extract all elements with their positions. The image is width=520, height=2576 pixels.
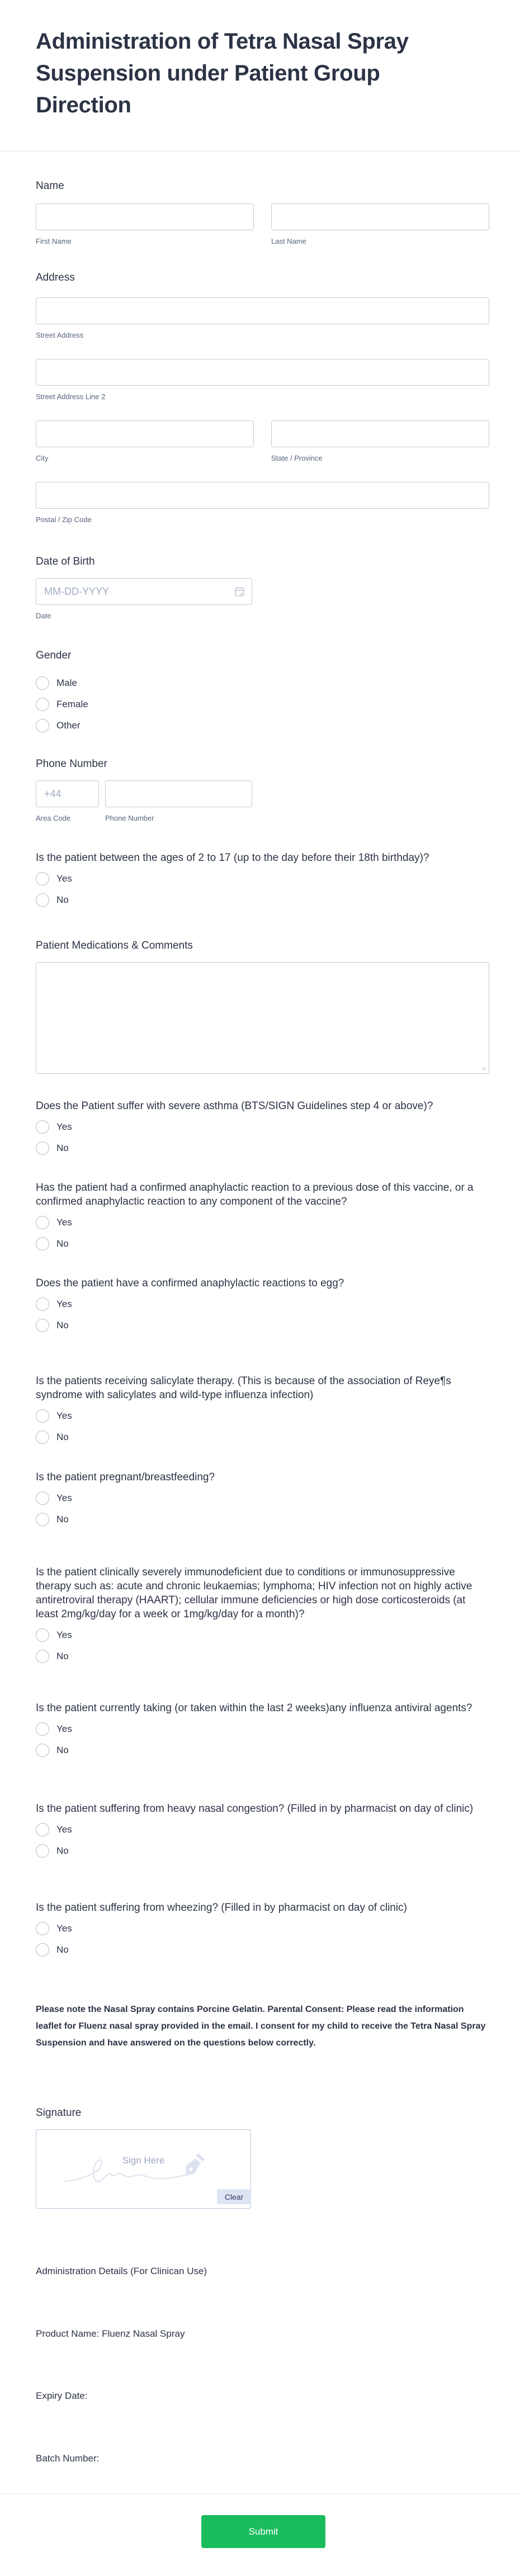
gender-option-other[interactable]: Other bbox=[36, 715, 88, 736]
radio-button[interactable] bbox=[36, 1513, 49, 1526]
radio-button[interactable] bbox=[36, 1744, 49, 1757]
question-immunodeficient: Is the patient clinically severely immunodeficient due to conditions or immunosuppressive therapy such as: acute and chronic leukaemias; lymphoma; HIV infection not on highly active antiretroviral therapy (HAART); cellular immune deficiencies or high dose corticosteroids (at least 2mg/kg/day for a week or 1mg/kg/day for a month)? Yes No bbox=[36, 1565, 489, 1667]
radio-button[interactable] bbox=[36, 1722, 49, 1736]
radio-button[interactable] bbox=[36, 676, 49, 690]
date-of-birth-input[interactable] bbox=[36, 578, 252, 605]
area-code-sublabel: Area Code bbox=[36, 814, 71, 822]
option-yes[interactable]: Yes bbox=[36, 1488, 489, 1509]
form-header bbox=[0, 0, 520, 151]
question-salicylate-therapy: Is the patients receiving salicylate therapy. (This is because of the association of Reye¶s syndrome with salicylates and wild-type influenza infection) Yes No bbox=[36, 1374, 489, 1448]
radio-button[interactable] bbox=[36, 1431, 49, 1444]
state-province-sublabel: State / Province bbox=[271, 454, 323, 462]
radio-button[interactable] bbox=[36, 1142, 49, 1155]
gender-field bbox=[36, 648, 88, 736]
resize-grip-icon[interactable] bbox=[481, 1066, 486, 1071]
option-no[interactable]: No bbox=[36, 1509, 489, 1530]
radio-button[interactable] bbox=[36, 1120, 49, 1134]
option-no[interactable]: No bbox=[36, 1315, 489, 1336]
option-yes[interactable]: Yes bbox=[36, 1116, 489, 1138]
medications-label: Patient Medications & Comments bbox=[36, 940, 193, 951]
option-no[interactable]: No bbox=[36, 1939, 489, 1961]
phone-number-field bbox=[36, 757, 252, 823]
question-pregnant-breastfeeding: Is the patient pregnant/breastfeeding? Yes No bbox=[36, 1470, 489, 1530]
question-antiviral-agents: Is the patient currently taking (or taken within the last 2 weeks)any influenza antiviral agents? Yes No bbox=[36, 1701, 489, 1761]
option-yes[interactable]: Yes bbox=[36, 1918, 489, 1939]
radio-button[interactable] bbox=[36, 1823, 49, 1836]
dob-sublabel: Date bbox=[36, 612, 51, 620]
radio-button[interactable] bbox=[36, 1943, 49, 1957]
option-yes[interactable]: Yes bbox=[36, 1625, 489, 1646]
signature-label: Signature bbox=[36, 2107, 82, 2119]
city-sublabel: City bbox=[36, 454, 49, 462]
postal-code-input[interactable] bbox=[36, 482, 489, 509]
clear-signature-button[interactable]: Clear bbox=[217, 2189, 251, 2204]
address-field bbox=[36, 271, 489, 524]
option-no[interactable]: No bbox=[36, 889, 489, 911]
radio-button[interactable] bbox=[36, 1298, 49, 1311]
radio-button[interactable] bbox=[36, 1650, 49, 1663]
submit-button[interactable]: Submit bbox=[201, 2515, 325, 2548]
first-name-sublabel: First Name bbox=[36, 237, 72, 245]
street-address-input[interactable] bbox=[36, 297, 489, 324]
street-address-line2-sublabel: Street Address Line 2 bbox=[36, 392, 106, 401]
question-anaphylactic-vaccine: Has the patient had a confirmed anaphylactic reaction to a previous dose of this vaccine, or a confirmed anaphylactic reaction to any component of the vaccine? Yes No bbox=[36, 1181, 489, 1254]
question-egg-anaphylaxis: Does the patient have a confirmed anaphylactic reactions to egg? Yes No bbox=[36, 1276, 489, 1336]
phone-number-input[interactable] bbox=[105, 780, 252, 807]
admin-details-heading: Administration Details (For Clinican Use) bbox=[36, 2266, 207, 2276]
last-name-sublabel: Last Name bbox=[271, 237, 306, 245]
question-severe-asthma: Does the Patient suffer with severe asthma (BTS/SIGN Guidelines step 4 or above)? Yes No bbox=[36, 1099, 489, 1159]
radio-button[interactable] bbox=[36, 1628, 49, 1642]
gender-label: Gender bbox=[36, 650, 72, 661]
question-age-range: Is the patient between the ages of 2 to 17 (up to the day before their 18th birthday)? Yes No bbox=[36, 851, 489, 911]
radio-button[interactable] bbox=[36, 1237, 49, 1251]
option-yes[interactable]: Yes bbox=[36, 1212, 489, 1233]
first-name-input[interactable] bbox=[36, 203, 254, 230]
radio-button[interactable] bbox=[36, 698, 49, 711]
radio-button[interactable] bbox=[36, 1922, 49, 1935]
name-field bbox=[36, 179, 489, 246]
option-yes[interactable]: Yes bbox=[36, 868, 489, 889]
radio-button[interactable] bbox=[36, 1409, 49, 1423]
question-nasal-congestion: Is the patient suffering from heavy nasal congestion? (Filled in by pharmacist on day of clinic) Yes No bbox=[36, 1802, 489, 1862]
date-of-birth-field bbox=[36, 555, 252, 621]
medications-textarea[interactable] bbox=[36, 962, 489, 1074]
radio-button[interactable] bbox=[36, 1216, 49, 1229]
option-no[interactable]: No bbox=[36, 1138, 489, 1159]
page-title: Administration of Tetra Nasal Spray Suspension under Patient Group Direction bbox=[36, 29, 409, 117]
address-label: Address bbox=[36, 272, 75, 283]
radio-button[interactable] bbox=[36, 1491, 49, 1505]
street-address-sublabel: Street Address bbox=[36, 331, 84, 339]
phone-label: Phone Number bbox=[36, 758, 107, 770]
consent-text: Please note the Nasal Spray contains Porcine Gelatin. Parental Consent: Please read the information leaflet for Fluenz nasal spray provided in the email. I consent for my child to receive the Tetra Nasal Spray Suspension and have answered on the questions below correctly. bbox=[36, 2005, 486, 2048]
option-yes[interactable]: Yes bbox=[36, 1819, 489, 1840]
radio-button[interactable] bbox=[36, 1844, 49, 1858]
option-no[interactable]: No bbox=[36, 1840, 489, 1862]
option-no[interactable]: No bbox=[36, 1233, 489, 1254]
product-name-text: Product Name: Fluenz Nasal Spray bbox=[36, 2328, 185, 2339]
batch-number-text: Batch Number: bbox=[36, 2453, 100, 2464]
postal-code-sublabel: Postal / Zip Code bbox=[36, 515, 92, 524]
option-no[interactable]: No bbox=[36, 1427, 489, 1448]
gender-option-male[interactable]: Male bbox=[36, 673, 88, 694]
dob-label: Date of Birth bbox=[36, 556, 95, 567]
option-yes[interactable]: Yes bbox=[36, 1405, 489, 1427]
radio-button[interactable] bbox=[36, 1319, 49, 1332]
radio-button[interactable] bbox=[36, 893, 49, 907]
option-no[interactable]: No bbox=[36, 1740, 489, 1761]
last-name-input[interactable] bbox=[271, 203, 489, 230]
gender-option-female[interactable]: Female bbox=[36, 694, 88, 715]
radio-button[interactable] bbox=[36, 719, 49, 732]
question-wheezing: Is the patient suffering from wheezing? (Filled in by pharmacist on day of clinic) Yes No bbox=[36, 1901, 489, 1961]
option-yes[interactable]: Yes bbox=[36, 1294, 489, 1315]
signature-field bbox=[36, 2106, 251, 2209]
city-input[interactable] bbox=[36, 420, 254, 447]
name-label: Name bbox=[36, 180, 64, 192]
option-no[interactable]: No bbox=[36, 1646, 489, 1667]
option-yes[interactable]: Yes bbox=[36, 1718, 489, 1740]
area-code-input[interactable] bbox=[36, 780, 99, 807]
radio-button[interactable] bbox=[36, 872, 49, 886]
expiry-date-text: Expiry Date: bbox=[36, 2390, 88, 2401]
phone-number-sublabel: Phone Number bbox=[105, 814, 154, 822]
medications-field bbox=[36, 939, 489, 1074]
state-province-input[interactable] bbox=[271, 420, 489, 447]
sign-here-placeholder: Sign Here bbox=[122, 2155, 165, 2166]
calendar-icon[interactable] bbox=[235, 586, 244, 596]
street-address-line2-input[interactable] bbox=[36, 359, 489, 386]
